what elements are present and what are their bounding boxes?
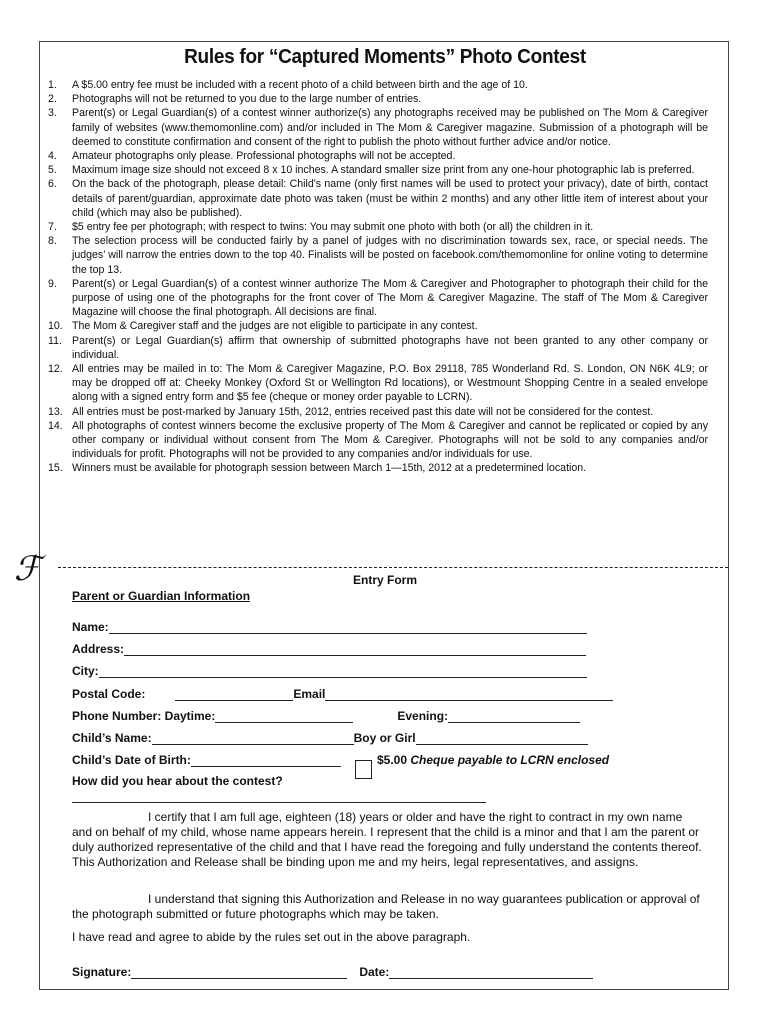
hear-about-label: How did you hear about the contest?: [72, 774, 283, 788]
rule-item: [48, 220, 708, 234]
postal-code-label: Postal Code:: [72, 687, 146, 701]
scissors-icon: ℱ: [14, 549, 41, 589]
rule-text: Parent(s) or Legal Guardian(s) of a contest winner authorize The Mom & Caregiver and Photographer to photograph their child for the purpose of using one of the photographs for the front cover of The Mom & Caregiver Magazine. The staff of The Mom & Caregiver Magazine will choose the final photograph. All decisions are final.: [72, 277, 708, 319]
name-field: [72, 620, 587, 634]
email-label: Email: [293, 687, 326, 701]
signature-input-line[interactable]: [131, 966, 347, 979]
rule-item: [48, 177, 708, 220]
address-label: Address:: [72, 642, 125, 656]
postal-email-field: [72, 687, 613, 701]
rule-number: 2.: [48, 93, 57, 106]
child-name-input-line[interactable]: [152, 732, 354, 745]
boy-or-girl-label: Boy or Girl: [353, 731, 416, 745]
rule-item: [48, 106, 708, 149]
address-input-line[interactable]: [124, 643, 586, 656]
rule-text: All photographs of contest winners become the exclusive property of The Mom & Caregiver and cannot be replicated or copied by any other company or individual without consent from The Mom & Caregiver. Photographs will not be sold to any companies and/or individuals for profit. Photographs will not be provided to any companies and/or individuals for use.: [72, 419, 708, 461]
name-input-line[interactable]: [109, 621, 587, 634]
rule-item: [48, 277, 708, 320]
signature-date-field: [72, 965, 593, 979]
rule-text: All entries may be mailed in to: The Mom & Caregiver Magazine, P.O. Box 29118, 785 Wonderland Rd. S. London, ON N6K 4L9; or may be dropped off at: Cheeky Monkey (Oxford St or Wellington Rd locations), or Westmount Shopping Centre in a sealed envelope along with a signed entry form and $5 fee (cheque or money order payable to LCRN).: [72, 363, 708, 404]
rule-item: [48, 362, 708, 405]
certify-text: I certify that I am full age, eighteen (18) years or older and have the right to contract in my own name and on behalf of my child, whose name appears herein. I represent that the child is a minor and that I am the parent or duly authorized representative of the child and that I have read the foregoing and fully understand the contents thereof. This Authorization and Release shall be binding upon me and my heirs, legal representatives, and assigns.: [72, 810, 702, 869]
rule-text: Winners must be available for photograph session between March 1—15th, 2012 at a predetermined location.: [72, 462, 587, 475]
understand-text: I understand that signing this Authorization and Release in no way guarantees publication or approval of the photograph submitted or future photographs which may be taken.: [72, 892, 700, 921]
rule-item: [48, 234, 708, 277]
rules-list: [48, 78, 708, 476]
postal-code-input-line[interactable]: [175, 688, 293, 701]
name-label: Name:: [72, 620, 109, 634]
rule-text: On the back of the photograph, please detail: Child's name (only first names will be used to protect your privacy), date of birth, contact details of parent/guardian, approximate date photo was taken (must be within 2 months) and any other little item of interest about your child (which may also be published).: [72, 178, 708, 219]
phone-daytime-input-line[interactable]: [215, 710, 353, 723]
rule-text: Parent(s) or Legal Guardian(s) of a contest winner authorize(s) any photographs received may be published on The Mom & Caregiver family of websites (www.themomonline.com) and/or included in The Mom & Caregiver magazine. Submission of a photograph will be deemed to constitute confirmation and consent of the right to publish the photo without further advice and/or notice.: [72, 107, 708, 148]
rule-item: [48, 163, 708, 177]
rule-number: 1.: [48, 79, 57, 91]
rule-text: The Mom & Caregiver staff and the judges are not eligible to participate in any contest.: [72, 320, 478, 333]
rule-number: 9.: [48, 277, 57, 290]
rule-item: [48, 405, 708, 419]
email-input-line[interactable]: [325, 688, 613, 701]
date-label: Date:: [359, 965, 390, 979]
phone-daytime-label: Phone Number: Daytime:: [72, 709, 216, 723]
city-field: [72, 664, 587, 678]
rule-item: [48, 92, 708, 106]
child-dob-label: Child’s Date of Birth:: [72, 753, 191, 767]
rule-item: [48, 334, 708, 362]
date-input-line[interactable]: [389, 966, 593, 979]
city-input-line[interactable]: [99, 665, 587, 678]
phone-field: [72, 709, 580, 723]
entry-form-title: Entry Form: [352, 573, 417, 587]
rule-number: 10.: [48, 320, 63, 333]
certify-paragraph: [72, 810, 704, 870]
rule-number: 14.: [48, 419, 63, 432]
rule-number: 11.: [48, 334, 62, 347]
rule-item: [48, 319, 708, 333]
child-dob-field: [72, 753, 341, 767]
evening-input-line[interactable]: [448, 710, 580, 723]
signature-label: Signature:: [72, 965, 132, 979]
cheque-enclosed-checkbox[interactable]: [355, 760, 372, 779]
rule-text: Amateur photographs only please. Professional photographs will not be accepted.: [72, 150, 456, 163]
rule-text: A $5.00 entry fee must be included with a recent photo of a child between birth and the age of 10.: [72, 79, 528, 91]
cheque-enclosed-label: [377, 753, 609, 767]
child-name-field: [72, 731, 588, 745]
hear-about-input-line[interactable]: [72, 802, 486, 803]
rule-number: 7.: [48, 221, 57, 234]
document-title: Rules for “Captured Moments” Photo Contest: [184, 46, 586, 68]
rule-number: 12.: [48, 363, 63, 376]
boy-or-girl-input-line[interactable]: [416, 732, 588, 745]
evening-label: Evening:: [397, 709, 449, 723]
rule-text: Maximum image size should not exceed 8 x 10 inches. A standard smaller size print from any one-hour photographic lab is preferred.: [72, 164, 695, 177]
rule-number: 6.: [48, 178, 57, 191]
rule-item: [48, 461, 708, 475]
cut-line: [58, 567, 728, 568]
address-field: [72, 642, 586, 656]
agree-paragraph: I have read and agree to abide by the rules set out in the above paragraph.: [72, 930, 471, 944]
rule-number: 3.: [48, 107, 57, 120]
rule-text: Photographs will not be returned to you due to the large number of entries.: [72, 93, 422, 106]
rule-text: The selection process will be conducted fairly by a panel of judges with no discrimination towards sex, race, or special needs. The judges’ will narrow the entries down to the top 40. Finalists will be posted on facebook.com/themomonline for online voting to determine the top 13.: [72, 235, 708, 276]
rule-number: 4.: [48, 150, 57, 163]
rule-number: 15.: [48, 462, 63, 475]
parent-guardian-heading: Parent or Guardian Information: [72, 589, 251, 603]
rule-text: All entries must be post-marked by January 15th, 2012, entries received past this date will not be considered for the contest.: [72, 405, 654, 418]
rule-number: 5.: [48, 164, 57, 177]
rule-number: 8.: [48, 235, 57, 248]
rule-item: [48, 78, 708, 92]
rule-item: [48, 419, 708, 462]
rule-text: Parent(s) or Legal Guardian(s) affirm that ownership of submitted photographs have not been granted to any other company or individual.: [72, 334, 708, 361]
cheque-amount: $5.00: [377, 753, 408, 767]
child-name-label: Child’s Name:: [72, 731, 152, 745]
rule-number: 13.: [48, 405, 63, 418]
rule-item: [48, 149, 708, 163]
child-dob-input-line[interactable]: [191, 754, 341, 767]
rule-text: $5 entry fee per photograph; with respect to twins: You may submit one photo with both (or all) the children in it.: [72, 221, 594, 234]
understand-paragraph: [72, 892, 704, 922]
city-label: City:: [72, 664, 99, 678]
cheque-text: Cheque payable to LCRN enclosed: [410, 753, 610, 767]
